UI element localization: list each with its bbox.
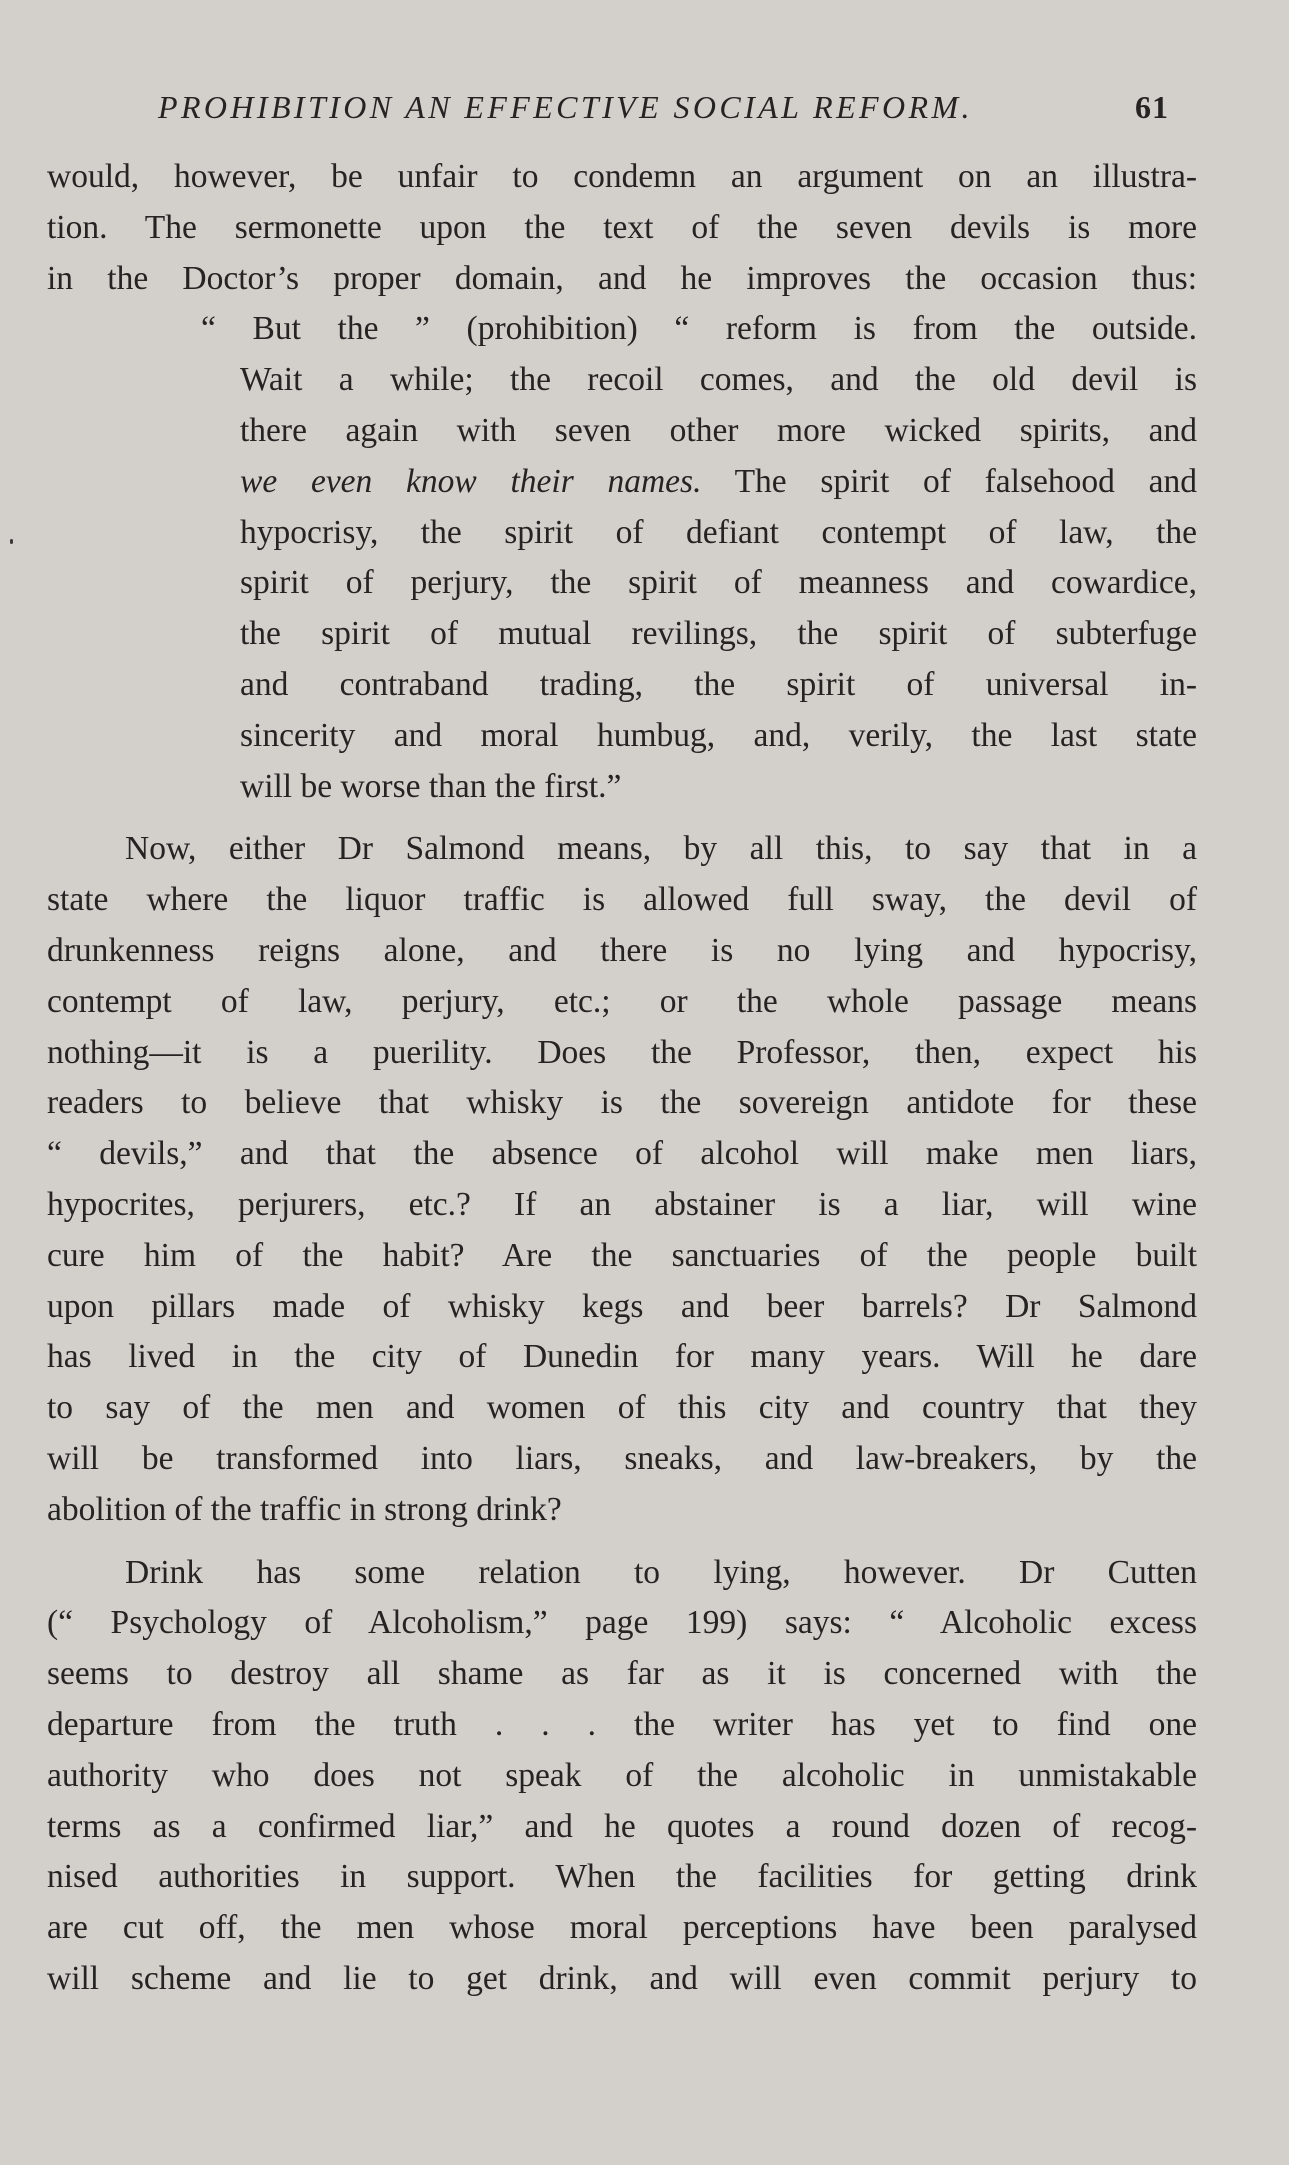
paragraph-gap (47, 1536, 1197, 1548)
paragraph-two (47, 824, 1197, 1535)
text-line: departure from the truth . . . the writer has yet to find one (47, 1705, 1197, 1743)
text-line: upon pillars made of whisky kegs and beer barrels? Dr Salmond (47, 1287, 1197, 1325)
text-line: will scheme and lie to get drink, and will even commit perjury to (47, 1959, 1197, 1997)
page-number: 61 (1135, 89, 1169, 125)
text-line: (“ Psychology of Alcoholism,” page 199) says: “ Alcoholic excess (47, 1604, 1197, 1642)
paragraph-three (47, 1548, 1197, 2005)
opening-paragraph (47, 152, 1197, 304)
text-line: drunkenness reigns alone, and there is no lying and hypocrisy, (47, 931, 1197, 969)
quote-line: hypocrisy, the spirit of defiant contempt of law, the (240, 513, 1197, 551)
text-line: nothing—it is a puerility. Does the Professor, then, expect his (47, 1033, 1197, 1071)
running-title: PROHIBITION AN EFFECTIVE SOCIAL REFORM. (158, 89, 973, 125)
quote-line-mixed (240, 457, 1197, 508)
text-line: will be transformed into liars, sneaks, and law-breakers, by the (47, 1439, 1197, 1477)
text-line: to say of the men and women of this city and country that they (47, 1389, 1197, 1427)
body-text (47, 152, 1197, 2005)
text-line: abolition of the traffic in strong drink? (47, 1490, 562, 1528)
text-line: has lived in the city of Dunedin for many years. Will he dare (47, 1338, 1197, 1376)
quote-line: sincerity and moral humbug, and, verily, the last state (240, 716, 1197, 754)
italic-phrase: we even know their names. (240, 462, 702, 500)
text-line: nised authorities in support. When the facilities for getting drink (47, 1858, 1197, 1896)
text-line: seems to destroy all shame as far as it is concerned with the (47, 1655, 1197, 1693)
text-line: Now, either Dr Salmond means, by all this, to say that in a (125, 830, 1197, 868)
text-line: state where the liquor traffic is allowed full sway, the devil of (47, 881, 1197, 919)
quote-line: spirit of perjury, the spirit of meanness and cowardice, (240, 564, 1197, 602)
quote-line: will be worse than the first.” (240, 767, 622, 805)
print-speck (10, 539, 13, 544)
text-line: contempt of law, perjury, etc.; or the whole passage means (47, 982, 1197, 1020)
quote-line: there again with seven other more wicked spirits, and (240, 411, 1197, 449)
text-line: cure him of the habit? Are the sanctuaries of the people built (47, 1236, 1197, 1274)
text-line: in the Doctor’s proper domain, and he improves the occasion thus: (47, 259, 1197, 297)
quote-line: Wait a while; the recoil comes, and the old devil is (240, 361, 1197, 399)
text-line: Drink has some relation to lying, however. Dr Cutten (125, 1553, 1197, 1591)
text-line: would, however, be unfair to condemn an argument on an illustra- (47, 158, 1197, 195)
block-quotation (201, 304, 1197, 812)
quote-line: and contraband trading, the spirit of universal in- (240, 665, 1197, 703)
text-line: readers to believe that whisky is the sovereign antidote for these (47, 1084, 1197, 1122)
text-line: “ devils,” and that the absence of alcohol will make men liars, (47, 1135, 1197, 1173)
text-line: authority who does not speak of the alcoholic in unmistakable (47, 1756, 1197, 1794)
text-line: terms as a confirmed liar,” and he quotes a round dozen of recog- (47, 1807, 1197, 1845)
text-line: hypocrites, perjurers, etc.? If an abstainer is a liar, will wine (47, 1185, 1197, 1223)
quote-line: the spirit of mutual revilings, the spirit of subterfuge (240, 615, 1197, 653)
quote-line: “ But the ” (prohibition) “ reform is from the outside. (201, 310, 1197, 348)
text-line: are cut off, the men whose moral perceptions have been paralysed (47, 1909, 1197, 1947)
quote-line-tail: The spirit of falsehood and (701, 462, 1197, 500)
paragraph-gap (47, 812, 1197, 824)
running-head (158, 84, 1169, 130)
text-line: tion. The sermonette upon the text of the seven devils is more (47, 208, 1197, 246)
